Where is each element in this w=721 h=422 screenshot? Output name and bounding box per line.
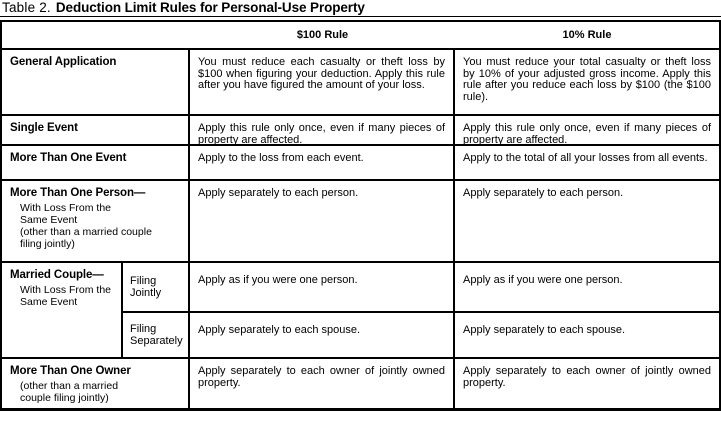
cell-more-than-one-owner-100-rule: Apply separately to each owner of jointly owned property. — [190, 359, 455, 408]
subrow-label-filing-jointly — [123, 263, 190, 313]
cell-more-than-one-event-100-rule: Apply to the loss from each event. — [190, 146, 455, 181]
cell-filing-separately-100-rule: Apply separately to each spouse. — [190, 313, 455, 359]
cell-more-than-one-event-10-rule: Apply to the total of all your losses from all events. — [455, 146, 719, 181]
cell-more-than-one-person-10-rule: Apply separately to each person. — [455, 181, 719, 263]
cell-more-than-one-owner-10-rule: Apply separately to each owner of jointly owned property. — [463, 365, 711, 389]
row-label-more-than-one-person — [2, 181, 190, 263]
row-label-more-than-one-event — [2, 146, 190, 181]
subrow-label-text: Filing Separately — [130, 323, 183, 347]
row-sublabel-text: (other than a married couple filing jointly) — [20, 226, 152, 250]
cell-filing-jointly-100-rule: Apply as if you were one person. — [190, 263, 455, 313]
header-100-rule: $100 Rule — [190, 22, 455, 50]
row-label-text: General Application — [10, 56, 117, 68]
row-label-text: Single Event — [10, 122, 78, 134]
subrow-label-filing-separately — [123, 313, 190, 359]
cell-single-event-10-rule: Apply this rule only once, even if many pieces of property are affected. — [455, 116, 719, 146]
row-label-more-than-one-owner — [2, 359, 190, 408]
cell-general-application-10-rule: You must reduce your total casualty or theft loss by 10% of your adjusted gross income. Apply this rule after you reduce each loss by $100 (the $100 rule). — [455, 50, 719, 116]
row-label-married-couple — [2, 263, 123, 359]
cell-more-than-one-person-100-rule: Apply separately to each person. — [190, 181, 455, 263]
row-label-text: More Than One Person— — [10, 187, 146, 199]
cell-filing-separately-10-rule: Apply separately to each spouse. — [455, 313, 719, 359]
header-empty-cell — [2, 22, 190, 50]
row-label-text: Married Couple— — [10, 269, 104, 281]
table-number: Table 2. — [2, 0, 51, 15]
cell-filing-jointly-10-rule: Apply as if you were one person. — [455, 263, 719, 313]
subrow-label-text: Filing Jointly — [130, 275, 162, 299]
row-label-general-application — [2, 50, 190, 116]
table-title-text: Deduction Limit Rules for Personal-Use Property — [55, 0, 365, 15]
row-sublabel-text: (other than a married couple filing jointly) — [20, 380, 119, 404]
deduction-limit-table — [0, 20, 721, 411]
row-sublabel-text: With Loss From the Same Event — [20, 284, 112, 308]
row-sublabel-text: With Loss From the Same Event — [20, 202, 112, 226]
header-10-rule: 10% Rule — [455, 22, 719, 50]
table-title — [0, 0, 721, 17]
row-label-text: More Than One Event — [10, 152, 127, 164]
cell-general-application-100-rule: You must reduce each casualty or theft loss by $100 when figuring your deduction. Apply this rule after you have figured the amount of your loss. — [190, 50, 455, 116]
cell-single-event-100-rule: Apply this rule only once, even if many pieces of property are affected. — [190, 116, 455, 146]
row-label-single-event — [2, 116, 190, 146]
row-label-text: More Than One Owner — [10, 365, 131, 377]
